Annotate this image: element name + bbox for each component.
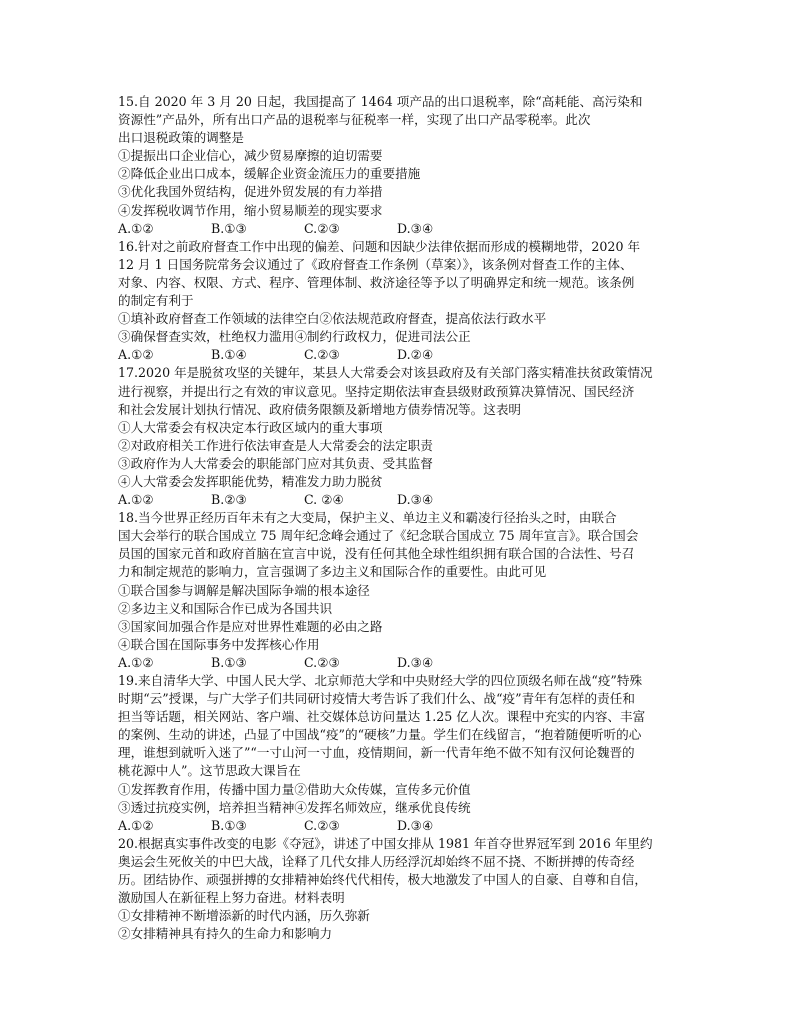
question-stem-line: 20.根据真实事件改变的电影《夺冠》，讲述了中国女排从 1981 年首夺世界冠军到 2016 年里约 bbox=[118, 835, 653, 851]
question-text-line: 进行视察，并提出行之有效的审议意见。坚持定期依法审查县级财政预算决算情况、国民经济 bbox=[118, 383, 635, 399]
question-text-line: 和社会发展计划执行情况、政府债务限额及新增地方债券情况等。这表明 bbox=[118, 401, 521, 417]
question-text-line: 奥运会生死攸关的中巴大战，诠释了几代女排人历经浮沉却始终不屈不挠、不断拼搏的传奇经 bbox=[118, 853, 635, 869]
question-text-line: 时期“云”授课，与广大学子们共同研讨疫情大考告诉了我们什么、战“疫”青年有怎样的责任和 bbox=[118, 691, 635, 707]
question-stem-line: 16.针对之前政府督查工作中出现的偏差、问题和因缺少法律依据而形成的模糊地带，2020 年 bbox=[118, 238, 641, 254]
answer-options bbox=[118, 817, 688, 835]
question-block bbox=[118, 835, 688, 944]
question-text-line: 担当等话题，相关网站、客户端、社交媒体总访问量达 1.25 亿人次。课程中充实的内容、丰富 bbox=[118, 709, 646, 725]
answer-option[interactable]: D.③④ bbox=[397, 492, 434, 508]
question-text-line: ②女排精神具有持久的生命力和影响力 bbox=[118, 926, 333, 942]
question-list bbox=[118, 93, 688, 943]
answer-option[interactable]: A.①② bbox=[118, 347, 154, 363]
question-text-line: ④发挥税收调节作用，缩小贸易顺差的现实要求 bbox=[118, 202, 383, 218]
question-text-line: 历。团结协作、顽强拼搏的女排精神始终代代相传，极大地激发了中国人的自豪、自尊和自信， bbox=[118, 872, 647, 888]
answer-option[interactable]: C.②③ bbox=[304, 817, 340, 833]
exam-page bbox=[118, 93, 688, 943]
question-text-line: 对象、内容、权限、方式、程序、管理体制、救济途径等予以了明确界定和统一规范。该条例 bbox=[118, 274, 635, 290]
answer-option[interactable]: B.①③ bbox=[211, 220, 247, 236]
question-text-line: ①填补政府督查工作领域的法律空白②依法规范政府督查，提高依法行政水平 bbox=[118, 311, 547, 327]
question-text-line: ③政府作为人大常委会的职能部门应对其负责、受其监督 bbox=[118, 455, 433, 471]
question-text-line: ④人大常委会发挥职能优势，精准发力助力脱贫 bbox=[118, 473, 383, 489]
question-text-line: 国大会举行的联合国成立 75 周年纪念峰会通过了《纪念联合国成立 75 周年宣言》。联合国会 bbox=[118, 528, 639, 544]
question-text-line: 12 月 1 日国务院常务会议通过了《政府督查工作条例（草案）》，该条例对督查工作的主体、 bbox=[118, 256, 633, 272]
answer-options bbox=[118, 491, 688, 509]
answer-option[interactable]: C.②③ bbox=[304, 347, 340, 363]
question-text-line: ②多边主义和国际合作已成为各国共识 bbox=[118, 600, 333, 616]
question-text-line: ③国家间加强合作是应对世界性难题的必由之路 bbox=[118, 618, 383, 634]
question-stem-line: 15.自 2020 年 3 月 20 日起，我国提高了 1464 项产品的出口退税率，除“高耗能、高污染和 bbox=[118, 94, 643, 109]
question-text-line: ②降低企业出口成本，缓解企业资金流压力的重要措施 bbox=[118, 166, 421, 182]
answer-options bbox=[118, 220, 688, 238]
question-block bbox=[118, 93, 688, 238]
question-block bbox=[118, 364, 688, 509]
answer-options bbox=[118, 346, 688, 364]
answer-option[interactable]: A.①② bbox=[118, 220, 154, 236]
question-stem-line: 17.2020 年是脱贫攻坚的关键年，某县人大常委会对该县政府及有关部门落实精准扶贫政策情况 bbox=[118, 365, 653, 381]
question-text-line: ①女排精神不断增添新的时代内涵，历久弥新 bbox=[118, 908, 370, 924]
answer-option[interactable]: A.①② bbox=[118, 654, 154, 670]
question-text-line: 激励国人在新征程上努力奋进。材料表明 bbox=[118, 890, 345, 906]
question-block bbox=[118, 672, 688, 835]
answer-option[interactable]: D.②④ bbox=[397, 347, 434, 363]
question-text-line: ①人大常委会有权决定本行政区域内的重大事项 bbox=[118, 419, 383, 435]
question-block bbox=[118, 509, 688, 672]
question-text-line: 理，谁想到就听入迷了”“一寸山河一寸血，疫情期间，新一代青年绝不做不知有汉何论魏晋的 bbox=[118, 745, 635, 761]
answer-option[interactable]: B.①③ bbox=[211, 654, 247, 670]
answer-option[interactable]: C.②③ bbox=[304, 220, 340, 236]
answer-option[interactable]: B.①③ bbox=[211, 817, 247, 833]
question-text-line: ③透过抗疫实例，培养担当精神④发挥名师效应，继承优良传统 bbox=[118, 799, 471, 815]
question-stem-line: 18.当今世界正经历百年未有之大变局，保护主义、单边主义和霸凌行径抬头之时，由联合 bbox=[118, 510, 617, 526]
question-text-line: 力和制定规范的影响力，宣言强调了多边主义和国际合作的重要性。由此可见 bbox=[118, 564, 547, 580]
answer-option[interactable]: B.②③ bbox=[211, 492, 247, 508]
question-text-line: 资源性”产品外，所有出口产品的退税率与征税率一样，实现了出口产品零税率。此次 bbox=[118, 112, 591, 128]
question-text-line: ①联合国参与调解是解决国际争端的根本途径 bbox=[118, 582, 370, 598]
question-text-line: 出口退税政策的调整是 bbox=[118, 130, 244, 146]
answer-options bbox=[118, 654, 688, 672]
answer-option[interactable]: D.③④ bbox=[397, 654, 434, 670]
question-text-line: ②对政府相关工作进行依法审查是人大常委会的法定职责 bbox=[118, 437, 433, 453]
answer-option[interactable]: B.①④ bbox=[211, 347, 247, 363]
answer-option[interactable]: D.③④ bbox=[397, 817, 434, 833]
question-text-line: ③优化我国外贸结构，促进外贸发展的有力举措 bbox=[118, 184, 383, 200]
answer-option[interactable]: C.②③ bbox=[304, 654, 340, 670]
question-text-line: ④联合国在国际事务中发挥核心作用 bbox=[118, 636, 320, 652]
question-text-line: ①发挥教育作用，传播中国力量②借助大众传媒，宣传多元价值 bbox=[118, 781, 471, 797]
question-text-line: 桃花源中人”。这节思政大课旨在 bbox=[118, 763, 301, 779]
question-text-line: 的案例、生动的讲述，凸显了中国战“疫”的“硬核”力量。学生们在线留言，“抱着随便听听的心 bbox=[118, 727, 642, 743]
answer-option[interactable]: A.①② bbox=[118, 817, 154, 833]
question-block bbox=[118, 238, 688, 365]
answer-option[interactable]: D.③④ bbox=[397, 220, 434, 236]
question-text-line: ①提振出口企业信心，减少贸易摩擦的迫切需要 bbox=[118, 148, 383, 164]
question-stem-line: 19.来自清华大学、中国人民大学、北京师范大学和中央财经大学的四位顶级名师在战“疫”特殊 bbox=[118, 673, 643, 688]
answer-option[interactable]: C. ②④ bbox=[304, 492, 344, 508]
question-text-line: ③确保督查实效，杜绝权力滥用④制约行政权力，促进司法公正 bbox=[118, 329, 471, 345]
question-text-line: 员国的国家元首和政府首脑在宣言中说，没有任何其他全球性组织拥有联合国的合法性、号召 bbox=[118, 546, 635, 562]
answer-option[interactable]: A.①② bbox=[118, 492, 154, 508]
question-text-line: 的制定有利于 bbox=[118, 293, 194, 309]
